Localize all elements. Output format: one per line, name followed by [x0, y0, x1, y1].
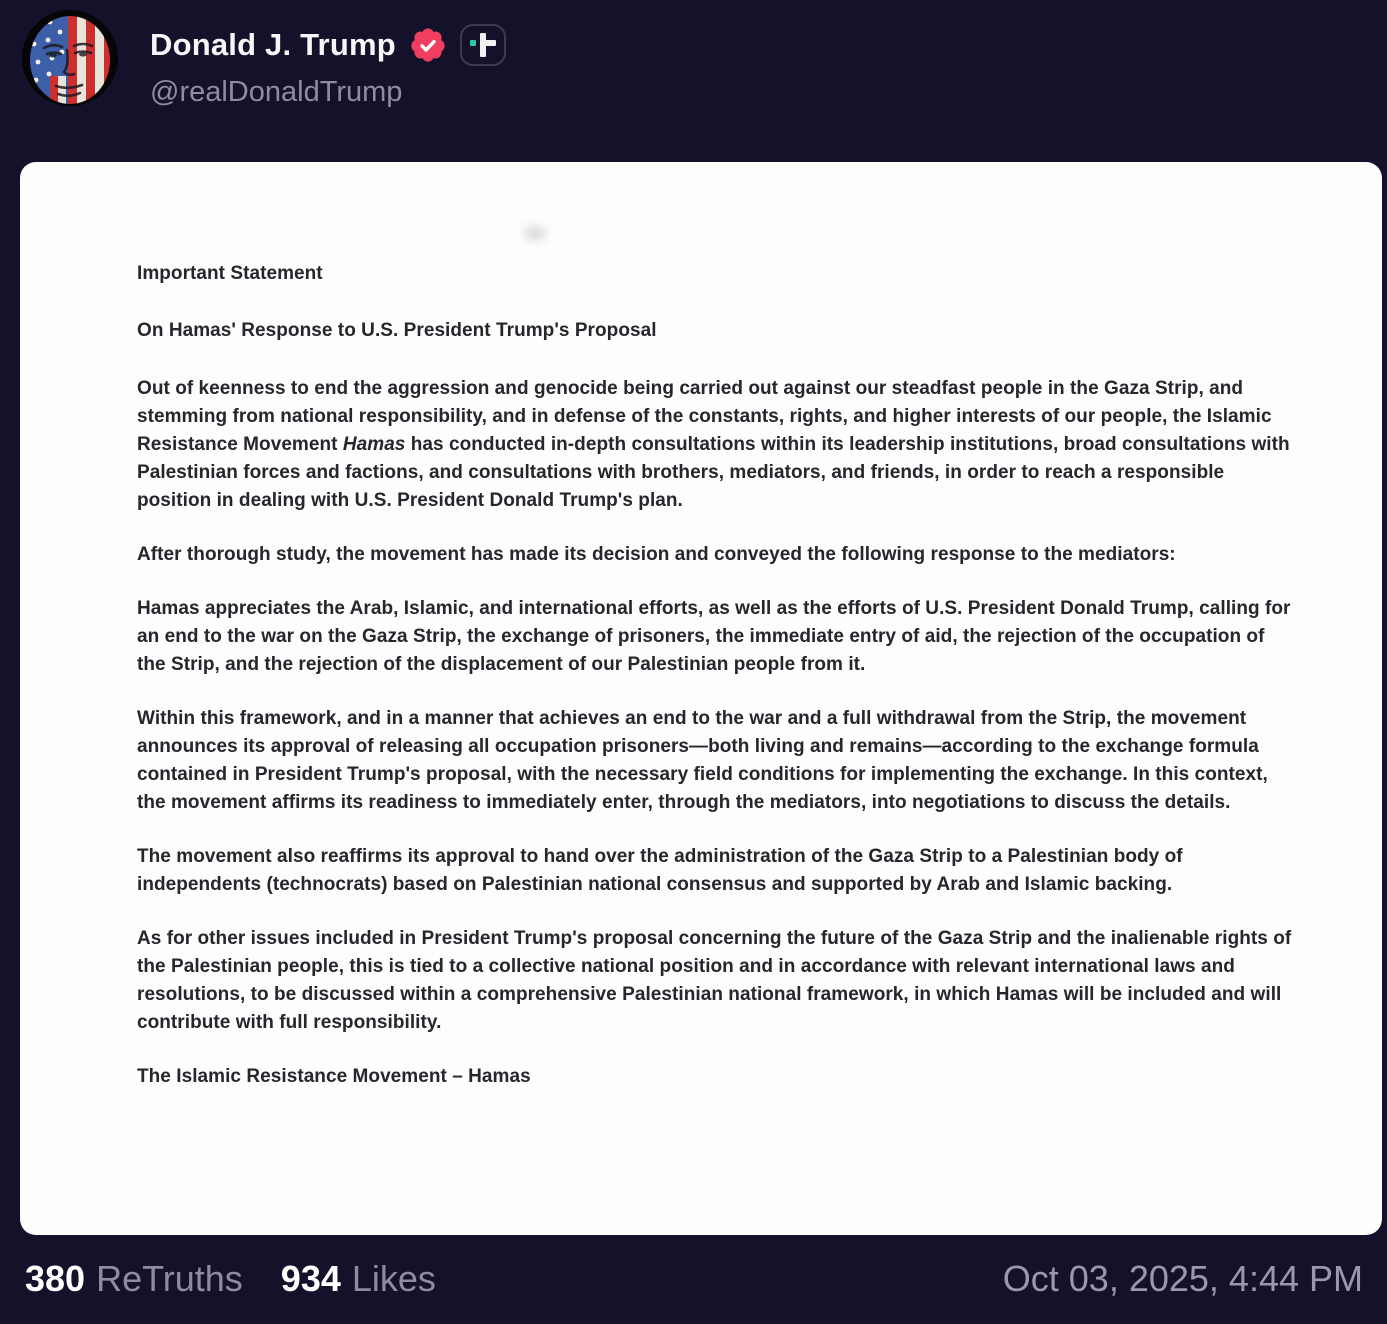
post-footer [0, 1258, 1387, 1300]
likes-count: 934 [280, 1258, 341, 1299]
statement-paragraph-3: Hamas appreciates the Arab, Islamic, and international efforts, as well as the efforts of U.S. President Donald Trump, calling for an end to the war on the Gaza Strip, the exchange of prisoners, the immediate entry of aid, the rejection of the occupation of the Strip, and the rejection of the displacement of our Palestinian people from it. [137, 598, 1291, 675]
truth-social-logo-icon[interactable] [460, 24, 506, 66]
statement-text [137, 260, 1297, 1117]
retruths-stat[interactable] [25, 1258, 243, 1300]
likes-label: Likes [351, 1258, 436, 1299]
statement-subtitle: On Hamas' Response to U.S. President Trump's Proposal [137, 320, 657, 341]
paragraph-text: Out of keenness to end the aggression and genocide being carried out against our steadfast people in the Gaza Strip, and stemming from national responsibility, and in defense of the constants, rights, and higher interests of our people, the Islamic Resistance Movement [137, 378, 1272, 455]
user-handle[interactable]: @realDonaldTrump [150, 76, 403, 108]
scan-smudge [518, 220, 552, 246]
statement-paragraph-5: The movement also reaffirms its approval to hand over the administration of the Gaza Strip to a Palestinian body of independents (technocrats) based on Palestinian national consensus and supported by Arab and Islamic backing. [137, 846, 1183, 895]
statement-paragraph-4: Within this framework, and in a manner that achieves an end to the war and a full withdrawal from the Strip, the movement announces its approval of releasing all occupation prisoners—both living and remains—according to the exchange formula contained in President Trump's proposal, with the necessary field conditions for implementing the exchange. In this context, the movement affirms its readiness to immediately enter, through the mediators, into negotiations to discuss the details. [137, 708, 1268, 813]
paragraph-text-italic: Hamas [342, 434, 406, 455]
statement-signature: The Islamic Resistance Movement – Hamas [137, 1066, 531, 1087]
post-stats [25, 1258, 436, 1300]
statement-paragraph-1 [137, 375, 1297, 515]
paragraph-text: has conducted in-depth consultations within its leadership institutions, broad consultations with Palestinian forces and factions, and consultations with brothers, mediators, and friends, in order to reach a responsible position in dealing with U.S. President Donald Trump's plan. [137, 434, 1290, 511]
post-header [22, 10, 506, 109]
retruths-label: ReTruths [96, 1258, 243, 1299]
trump-flag-face-image [22, 10, 118, 106]
post-timestamp[interactable]: Oct 03, 2025, 4:44 PM [1002, 1258, 1363, 1299]
likes-stat[interactable] [281, 1258, 436, 1300]
retruths-count: 380 [25, 1258, 86, 1299]
attached-statement-image[interactable] [20, 162, 1382, 1235]
display-name[interactable]: Donald J. Trump [150, 27, 396, 62]
header-text [150, 10, 506, 109]
avatar[interactable] [22, 10, 118, 106]
statement-title: Important Statement [137, 263, 323, 284]
statement-paragraph-6: As for other issues included in President Trump's proposal concerning the future of the Gaza Strip and the inalienable rights of the Palestinian people, this is tied to a collective national position and in accordance with relevant international laws and resolutions, to be discussed within a comprehensive Palestinian national framework, in which Hamas will be included and will contribute with full responsibility. [137, 928, 1292, 1033]
statement-paragraph-2: After thorough study, the movement has made its decision and conveyed the following response to the mediators: [137, 544, 1176, 565]
verified-badge-icon [409, 26, 447, 64]
